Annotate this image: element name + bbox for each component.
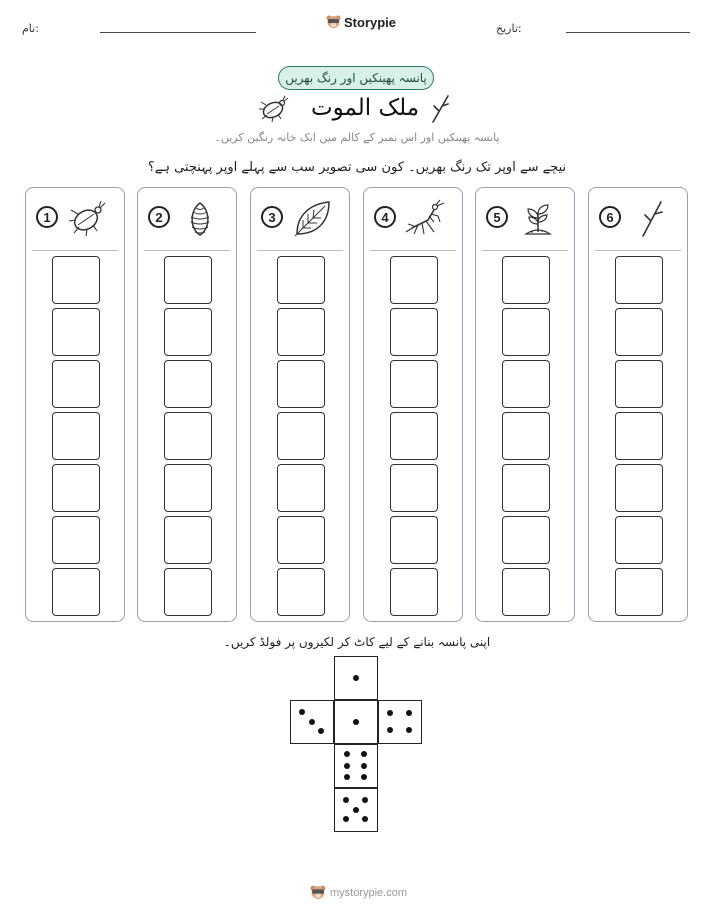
- beetle-icon: [66, 198, 110, 238]
- column-number: 3: [261, 206, 283, 228]
- activity-badge: پانسہ پھینکیں اور رنگ بھریں: [278, 66, 434, 90]
- dice-pip: [353, 719, 359, 725]
- color-box[interactable]: [502, 412, 550, 460]
- dice-face-1: [334, 700, 378, 744]
- column-number: 4: [374, 206, 396, 228]
- dice-pip: [362, 816, 368, 822]
- column-number: 5: [486, 206, 508, 228]
- color-box[interactable]: [502, 360, 550, 408]
- column-divider: [144, 250, 230, 251]
- dice-face-5: [334, 788, 378, 832]
- color-box[interactable]: [390, 360, 438, 408]
- beetle-icon: [256, 95, 290, 123]
- color-box[interactable]: [52, 516, 100, 564]
- twig-icon: [629, 198, 673, 238]
- column-header: [26, 188, 124, 250]
- date-label: تاریخ:: [496, 22, 522, 35]
- color-box[interactable]: [52, 308, 100, 356]
- color-box[interactable]: [164, 256, 212, 304]
- color-box[interactable]: [164, 412, 212, 460]
- color-box[interactable]: [277, 412, 325, 460]
- dice-pip: [387, 710, 393, 716]
- column-divider: [370, 250, 456, 251]
- column-header: [476, 188, 574, 250]
- dice-pip: [343, 797, 349, 803]
- color-box[interactable]: [615, 516, 663, 564]
- color-box[interactable]: [502, 516, 550, 564]
- column-6: [588, 187, 688, 622]
- color-box[interactable]: [52, 464, 100, 512]
- column-1: [25, 187, 125, 622]
- color-box[interactable]: [502, 256, 550, 304]
- dice-face-1: [334, 656, 378, 700]
- dice-pip: [387, 727, 393, 733]
- dice-pip: [361, 763, 367, 769]
- dice-face-4: [378, 700, 422, 744]
- color-box[interactable]: [52, 360, 100, 408]
- column-header: [364, 188, 462, 250]
- dice-face-3: [290, 700, 334, 744]
- twig-icon: [428, 92, 454, 124]
- dice-pip: [406, 727, 412, 733]
- color-box[interactable]: [615, 412, 663, 460]
- color-box[interactable]: [390, 568, 438, 616]
- cut-instruction: اپنی پانسہ بنانے کے لیے کاٹ کر لکیروں پر فولڈ کریں۔: [223, 635, 491, 649]
- color-box[interactable]: [52, 412, 100, 460]
- column-header: [138, 188, 236, 250]
- column-2: [137, 187, 237, 622]
- color-box[interactable]: [615, 464, 663, 512]
- brand-logo: [326, 14, 396, 30]
- dice-pip: [353, 807, 359, 813]
- color-box[interactable]: [615, 568, 663, 616]
- column-header: [251, 188, 349, 250]
- brand-name: Storypie: [344, 14, 397, 30]
- footer-url: mystorypie.com: [330, 886, 408, 899]
- bear-logo-icon: [310, 884, 326, 901]
- color-box[interactable]: [390, 412, 438, 460]
- sprout-icon: [516, 198, 560, 238]
- color-box[interactable]: [277, 464, 325, 512]
- color-box[interactable]: [277, 360, 325, 408]
- dice-pip: [344, 774, 350, 780]
- dice-pip: [343, 816, 349, 822]
- column-number: 1: [36, 206, 58, 228]
- dice-pip: [344, 751, 350, 757]
- column-number: 6: [599, 206, 621, 228]
- color-box[interactable]: [52, 256, 100, 304]
- column-header: [589, 188, 687, 250]
- color-box[interactable]: [164, 308, 212, 356]
- column-3: [250, 187, 350, 622]
- color-box[interactable]: [502, 568, 550, 616]
- color-box[interactable]: [164, 360, 212, 408]
- dice-face-6: [334, 744, 378, 788]
- column-divider: [32, 250, 118, 251]
- name-label: نام:: [22, 22, 39, 35]
- bear-logo-icon: [326, 14, 341, 30]
- leaf-icon: [291, 198, 335, 238]
- color-box[interactable]: [164, 464, 212, 512]
- date-line[interactable]: [566, 32, 690, 33]
- color-box[interactable]: [390, 464, 438, 512]
- column-number: 2: [148, 206, 170, 228]
- column-divider: [595, 250, 681, 251]
- color-box[interactable]: [277, 568, 325, 616]
- color-box[interactable]: [615, 256, 663, 304]
- cocoon-icon: [178, 198, 222, 238]
- color-box[interactable]: [164, 568, 212, 616]
- color-box[interactable]: [52, 568, 100, 616]
- color-box[interactable]: [502, 308, 550, 356]
- dice-pip: [362, 797, 368, 803]
- color-box[interactable]: [390, 308, 438, 356]
- page-title: ملک الموت: [310, 95, 420, 121]
- color-box[interactable]: [390, 516, 438, 564]
- dice-pip: [353, 675, 359, 681]
- dice-pip: [299, 709, 305, 715]
- color-box[interactable]: [277, 256, 325, 304]
- color-box[interactable]: [277, 516, 325, 564]
- column-divider: [257, 250, 343, 251]
- mantis-icon: [404, 198, 448, 238]
- color-box[interactable]: [615, 308, 663, 356]
- column-4: [363, 187, 463, 622]
- subtitle: پانسہ پھینکیں اور اس نمبر کے کالم میں ایک خانہ رنگین کریں۔: [214, 131, 500, 144]
- column-5: [475, 187, 575, 622]
- color-box[interactable]: [615, 360, 663, 408]
- color-box[interactable]: [502, 464, 550, 512]
- instruction-text: نیچے سے اوپر تک رنگ بھریں۔ کون سی تصویر سب سے پہلے اوپر پہنچتی ہے؟: [147, 160, 567, 175]
- column-divider: [482, 250, 568, 251]
- dice-pip: [309, 719, 315, 725]
- name-line[interactable]: [100, 32, 256, 33]
- dice-pip: [361, 774, 367, 780]
- footer: [310, 884, 407, 901]
- dice-pip: [406, 710, 412, 716]
- dice-pip: [361, 751, 367, 757]
- color-box[interactable]: [164, 516, 212, 564]
- dice-pip: [344, 763, 350, 769]
- dice-pip: [318, 728, 324, 734]
- color-box[interactable]: [277, 308, 325, 356]
- color-box[interactable]: [390, 256, 438, 304]
